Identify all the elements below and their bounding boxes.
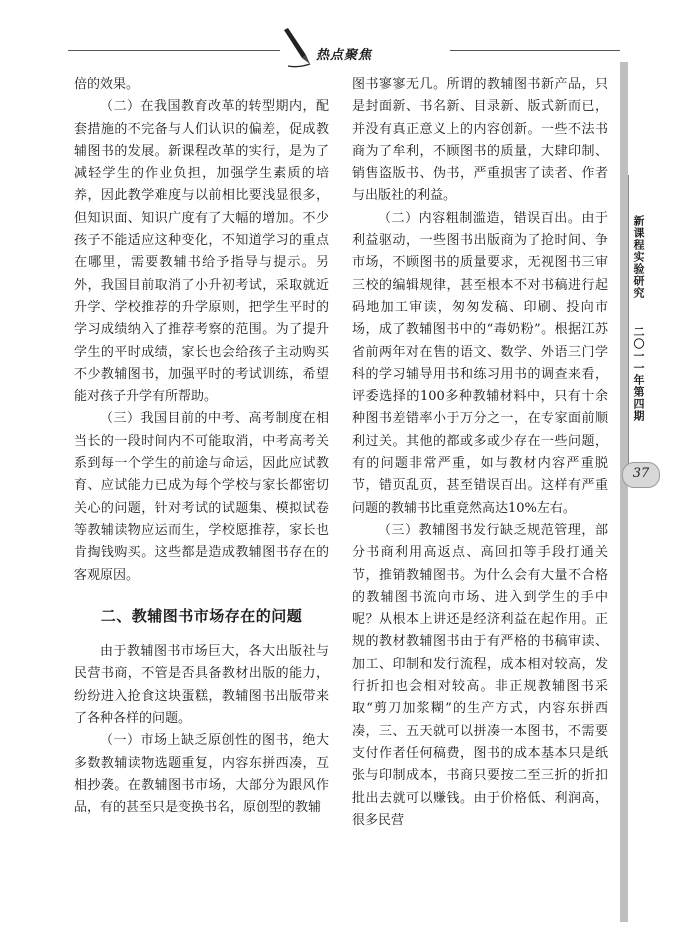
journal-name: 新课程实验研究 [632,215,645,299]
paragraph: （三）我国目前的中考、高考制度在相当长的一段时间内不可能取消，中考高考关系到每一个学生的前途与命运，因此应试教育、应试能力已成为每个学校与家长都密切关心的问题，针对考试的试题集、模拟试卷等教辅读物应运而生，学校愿推荐，家长也肯掏钱购买。这些都是造成教辅图书存在的客观原因。 [74,411,329,583]
left-column [74,74,329,820]
paragraph: （三）教辅图书发行缺乏规范管理，部分书商利用高返点、高回扣等手段打通关节，推销教辅图书。为什么会有大量不合格的教辅图书流向市场、进入到学生的手中呢？从根本上讲还是经济利益在起作用。正规的教材教辅图书由于有严格的书稿审读、加工、印制和发行流程，成本相对较高，发行折扣也会相对较高。非正规教辅图书采取“剪刀加浆糊”的生产方式，内容东拼西凑，三、五天就可以拼凑一本图书，不需要支付作者任何稿费，图书的成本基本只是纸张与印制成本，书商只要按二至三折的折扣批出去就可以赚钱。由于价格低、利润高，很多民营 [352,522,608,828]
side-bar [620,62,628,922]
paragraph: （二）在我国教育改革的转型期内，配套措施的不完备与人们认识的偏差，促成教辅图书的发展。新课程改革的实行，是为了减轻学生的作业负担，加强学生素质的培养，因此教学难度与以前相比要浅显很多，但知识面、知识广度有了大幅的增加。不少孩子不能适应这种变化，不知道学习的重点在哪里，需要教辅书给予指导与提示。另外，我国目前取消了小升初考试，采取就近升学、学校推荐的升学原则，把学生平时的学习成绩纳入了推荐考察的范围。为了提升学生的平时成绩，家长也会给孩子主动购买不少教辅图书，加强平时的考试训练，希望能对孩子升学有所帮助。 [74,99,329,405]
issue-label: 二〇一一年第四期 [632,326,645,422]
right-column [352,74,608,832]
paragraph: 图书寥寥无几。所谓的教辅图书新产品，只是封面新、书名新、目录新、版式新而已，并没有真正意义上的内容创新。一些不法书商为了牟利，不顾图书的质量，大肆印制、销售盗版书、伪书，严重损害了读者、作者与出版社的利益。 [352,77,608,204]
section-title: 热点聚焦 [316,48,373,63]
header-rule-left [68,50,280,51]
page-number: 37 [632,466,650,481]
pen-icon [280,28,320,68]
paragraph: （二）内容粗制滥造，错误百出。由于利益驱动，一些图书出版商为了抢时间、争市场，不顾图书的质量要求，无视图书三审三校的编辑规律，甚至根本不对书稿进行起码地加工审读，匆匆发稿、印刷、投向市场，成了教辅图书中的“毒奶粉”。根据江苏省前两年对在售的语文、数学、外语三门学科的学习辅导用书和练习用书的调查来看，评委选择的100多种教辅材料中，只有十余种图书差错率小于万分之一，在专家面前顺利过关。其他的都或多或少存在一些问题，有的问题非常严重，如与教材内容严重脱节，错页乱页，甚至错误百出。这样有严重问题的教辅书比重竟然高达10%左右。 [352,210,608,516]
paragraph: （一）市场上缺乏原创性的图书，绝大多数教辅读物选题重复，内容东拼西凑，互相抄袭。在教辅图书市场，大部分为跟风作品，有的甚至只是变换书名，原创型的教辅 [74,733,329,816]
paragraph: 由于教辅图书市场巨大，各大出版社与民营书商，不管是否具备教材出版的能力，纷纷进入抢食这块蛋糕，教辅图书出版带来了各种各样的问题。 [74,644,329,727]
section-heading: 二、教辅图书市场存在的问题 [100,606,303,625]
page-header [280,28,450,68]
paragraph: 倍的效果。 [74,77,140,92]
header-rule [450,50,620,51]
